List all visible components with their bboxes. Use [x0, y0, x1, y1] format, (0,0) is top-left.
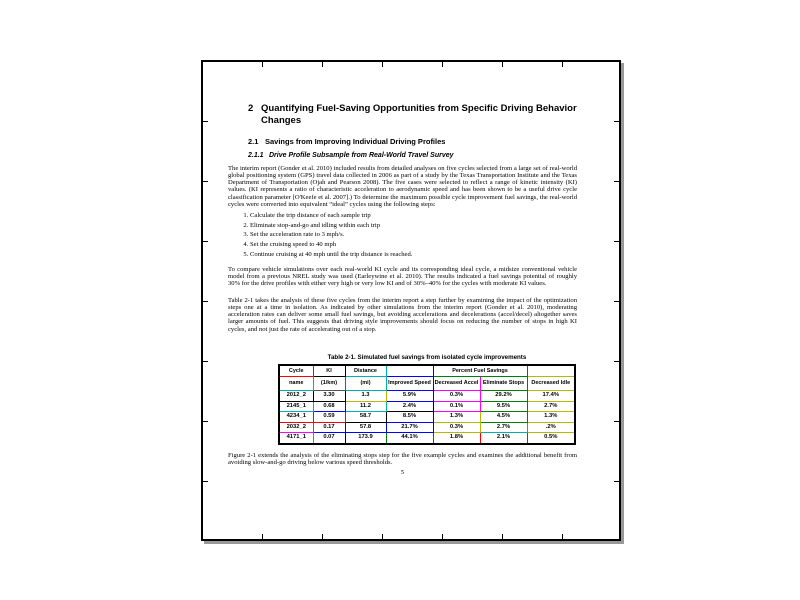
paragraph-intro: The interim report (Gonder et al. 2010) included results from detailed analyses on five cycles selected from a large set of real-world global positioning system (GPS) travel data collected in 2006 as part of a study by the Texas Transportation Institute and the Texas Department of Transportation (Ojah and Pearson 2008). The five cases were selected to reflect a range of kinetic intensity (KI) values. (KI represents a ratio of characteristic acceleration to aerodynamic speed and has been shown to be a useful drive cycle classification parameter [O'Keefe et al. 2007].) To determine the maximum possible cycle improvement fuel savings, the real-world cycles were converted into equivalent “ideal” cycles using the following steps: [228, 164, 577, 208]
table-cell: 1.3 [345, 391, 386, 402]
ruler-tick-icon [203, 361, 208, 362]
table-header-cell: Decreased Idle [527, 377, 575, 391]
ruler-tick-icon [614, 181, 619, 182]
list-item: 5. Continue cruising at 40 mph until the trip distance is reached. [250, 251, 577, 258]
table-caption: Table 2-1. Simulated fuel savings from isolated cycle improvements [327, 354, 527, 362]
table-row [279, 412, 575, 423]
page-content [228, 103, 577, 477]
subsubsection-heading [248, 152, 577, 161]
table-cell: 0.3% [433, 422, 480, 433]
ruler-tick-icon [382, 534, 383, 539]
ruler-tick-icon [203, 481, 208, 482]
page-number: 5 [400, 469, 405, 477]
table-cell: 4234_1 [279, 412, 313, 423]
list-item: 2. Eliminate stop-and-go and idling within each trip [250, 222, 577, 229]
section-heading [248, 103, 577, 126]
ruler-tick-icon [614, 301, 619, 302]
table-cell: 1.3% [527, 412, 575, 423]
ruler-tick-icon [382, 62, 383, 67]
table-cell: 173.9 [345, 433, 386, 444]
table-header-cell: KI [313, 365, 345, 377]
table-cell: 0.5% [527, 433, 575, 444]
ruler-tick-icon [614, 121, 619, 122]
ruler-tick-icon [502, 62, 503, 67]
table-cell: 2.7% [480, 422, 527, 433]
ruler-tick-icon [614, 421, 619, 422]
table-row [279, 401, 575, 412]
subsubsection-number: 2.1.1 [248, 152, 264, 159]
ruler-tick-icon [203, 421, 208, 422]
table-row [279, 391, 575, 402]
ruler-tick-icon [203, 301, 208, 302]
table-header-cell: (1/km) [313, 377, 345, 391]
table-cell: 0.68 [313, 401, 345, 412]
table-cell: 5.9% [386, 391, 433, 402]
table-cell: 2032_2 [279, 422, 313, 433]
table-cell: 21.7% [386, 422, 433, 433]
table-cell: 57.8 [345, 422, 386, 433]
ruler-tick-icon [442, 534, 443, 539]
ruler-tick-icon [262, 534, 263, 539]
table-cell: 0.07 [313, 433, 345, 444]
table-header-cell: Cycle [279, 365, 313, 377]
table-cell: 9.5% [480, 401, 527, 412]
table-cell: 17.4% [527, 391, 575, 402]
ruler-tick-icon [614, 361, 619, 362]
ruler-tick-icon [562, 62, 563, 67]
table-header-row [279, 377, 575, 391]
section-title: Quantifying Fuel-Saving Opportunities from Specific Driving Behavior Changes [261, 103, 577, 126]
table-header-cell: Percent Fuel Savings [433, 365, 527, 377]
ruler-tick-icon [614, 481, 619, 482]
table-cell: 4.5% [480, 412, 527, 423]
ruler-tick-icon [442, 62, 443, 67]
table-cell: 58.7 [345, 412, 386, 423]
ruler-tick-icon [614, 241, 619, 242]
table-cell: 2145_1 [279, 401, 313, 412]
table-header-row [279, 365, 575, 377]
table-cell: .2% [527, 422, 575, 433]
table-cell: 0.59 [313, 412, 345, 423]
table-header-cell [527, 365, 575, 377]
table-cell: 2.7% [527, 401, 575, 412]
table-cell: 2.4% [386, 401, 433, 412]
paragraph-table-discussion: Table 2-1 takes the analysis of these five cycles from the interim report a step further by examining the impact of the optimization steps one at a time in isolation. As indicated by other simulations from the interim report (Gonder et al. 2010), moderating acceleration rates can deliver some small fuel savings, but avoiding accelerations and decelerations (accel/decel) altogether saves larger amounts of fuel. This suggests that driving style improvements should focus on reducing the number of stops in high KI cycles, and not just the rate of accelerating out of a stop. [228, 296, 577, 333]
subsection-heading [248, 137, 577, 146]
subsection-number: 2.1 [248, 137, 259, 146]
table-header-cell: Improved Speed [386, 377, 433, 391]
section-number: 2 [248, 103, 254, 114]
document-page [201, 60, 621, 541]
table-cell: 3.30 [313, 391, 345, 402]
table-row [279, 433, 575, 444]
list-item: 1. Calculate the trip distance of each sample trip [250, 212, 577, 219]
table-header-cell: Distance [345, 365, 386, 377]
ruler-tick-icon [322, 534, 323, 539]
table-cell: 29.2% [480, 391, 527, 402]
table-cell: 8.5% [386, 412, 433, 423]
ideal-cycle-steps [228, 212, 577, 257]
table-row [279, 422, 575, 433]
subsection-title: Savings from Improving Individual Driving Profiles [265, 137, 446, 146]
ruler-tick-icon [322, 62, 323, 67]
subsubsection-title: Drive Profile Subsample from Real-World Travel Survey [269, 152, 454, 159]
table-header-cell [386, 365, 433, 377]
paragraph-comparison: To compare vehicle simulations over each real-world KI cycle and its corresponding ideal cycle, a midsize conventional vehicle model from a previous NREL study was used (Earleywine et al. 2010). The results indicated a fuel savings potential of roughly 30% for the drive profiles with either very high or very low KI and of 30%–40% for the cycles with moderate KI values. [228, 265, 577, 288]
fuel-savings-table [278, 364, 576, 445]
table-cell: 0.17 [313, 422, 345, 433]
table-cell: 4171_1 [279, 433, 313, 444]
table-cell: 0.3% [433, 391, 480, 402]
ruler-tick-icon [203, 181, 208, 182]
table-cell: 0.1% [433, 401, 480, 412]
ruler-tick-icon [203, 241, 208, 242]
table-cell: 44.1% [386, 433, 433, 444]
table-header-cell: Eliminate Stops [480, 377, 527, 391]
table-cell: 2012_2 [279, 391, 313, 402]
ruler-tick-icon [262, 62, 263, 67]
ruler-tick-icon [502, 534, 503, 539]
ruler-tick-icon [203, 121, 208, 122]
list-item: 4. Set the cruising speed to 40 mph [250, 241, 577, 248]
table-header-cell: (mi) [345, 377, 386, 391]
table-cell: 2.1% [480, 433, 527, 444]
table-header-cell: name [279, 377, 313, 391]
ruler-tick-icon [562, 534, 563, 539]
table-cell: 1.3% [433, 412, 480, 423]
table-cell: 1.8% [433, 433, 480, 444]
paragraph-figure-ref: Figure 2-1 extends the analysis of the eliminating stops step for the five example cycles and examines the additional benefit from avoiding slow-and-go driving below various speed thresholds. [228, 451, 577, 466]
list-item: 3. Set the acceleration rate to 3 mph/s. [250, 231, 577, 238]
table-header-cell: Decreased Accel [433, 377, 480, 391]
table-cell: 11.2 [345, 401, 386, 412]
